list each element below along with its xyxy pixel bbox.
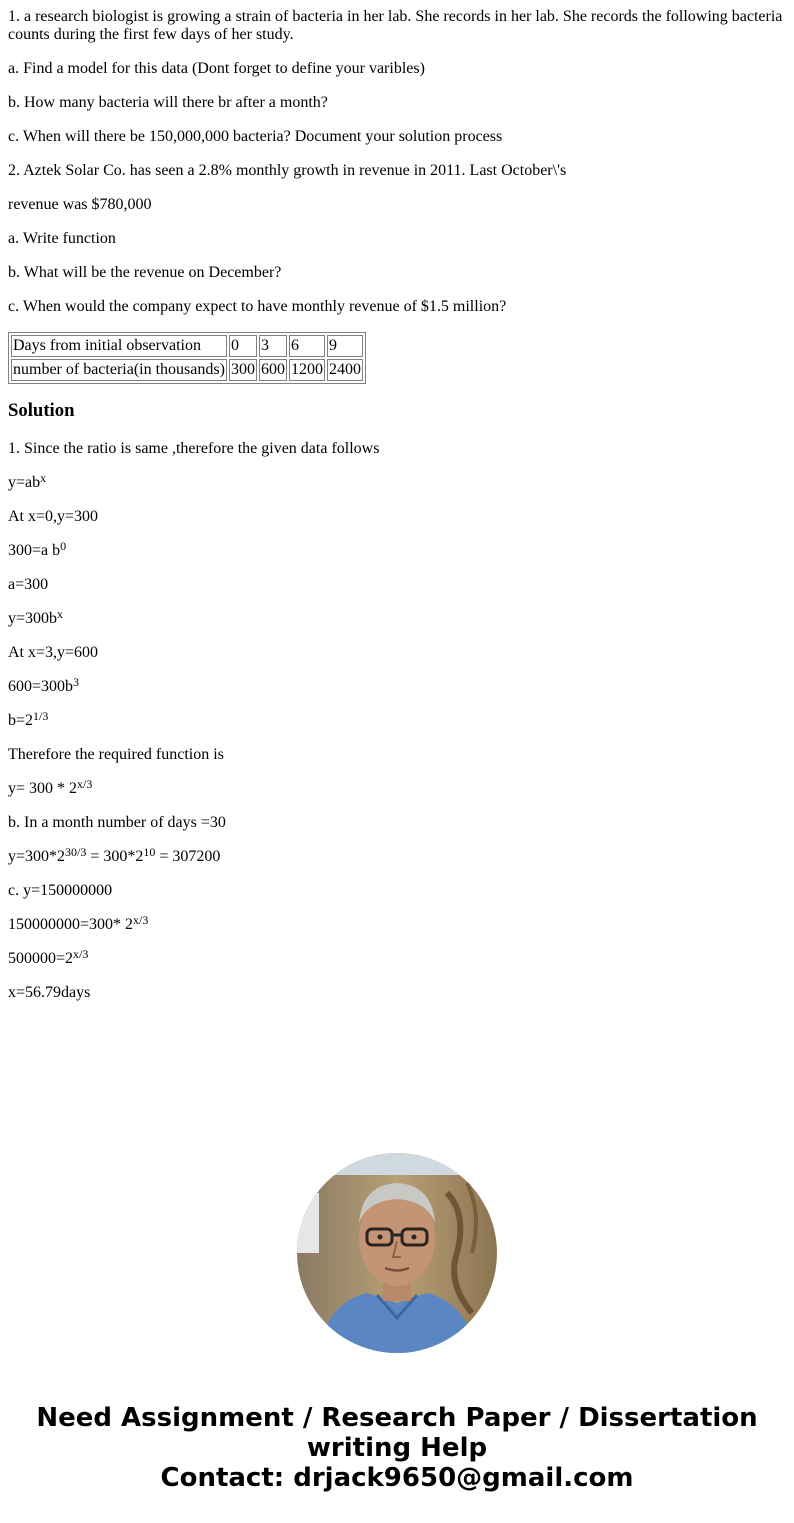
table-row bbox=[11, 359, 363, 381]
question-1a: a. Find a model for this data (Dont forget to define your varibles) bbox=[8, 60, 425, 77]
question-2-revenue: revenue was $780,000 bbox=[8, 196, 152, 213]
equation-text: y=300*2 bbox=[8, 848, 66, 865]
solution-line bbox=[8, 471, 786, 492]
table-cell: 3 bbox=[259, 335, 287, 357]
table-row-label: number of bacteria(in thousands) bbox=[11, 359, 227, 381]
author-avatar bbox=[297, 1153, 497, 1353]
equation-text: b=2 bbox=[8, 712, 34, 729]
equation-text: = 307200 bbox=[155, 848, 221, 865]
banner-line: Need Assignment / Research Paper / Dissertation bbox=[36, 1403, 758, 1433]
exponent: 0 bbox=[60, 539, 67, 553]
solution-line bbox=[8, 845, 786, 866]
exponent: 1/3 bbox=[33, 709, 49, 723]
solution-line: 1. Since the ratio is same ,therefore the given data follows bbox=[8, 440, 380, 457]
solution-line bbox=[8, 539, 786, 560]
question-2-intro: 2. Aztek Solar Co. has seen a 2.8% monthly growth in revenue in 2011. Last October\'s bbox=[8, 162, 567, 179]
banner-contact: Contact: drjack9650@gmail.com bbox=[160, 1463, 634, 1493]
table-cell: 300 bbox=[229, 359, 257, 381]
table-cell: 0 bbox=[229, 335, 257, 357]
solution-line bbox=[8, 913, 786, 934]
exponent: x/3 bbox=[133, 913, 149, 927]
equation-text: = 300*2 bbox=[86, 848, 144, 865]
table-row-label: Days from initial observation bbox=[11, 335, 227, 357]
exponent: x bbox=[57, 607, 64, 621]
solution-line bbox=[8, 607, 786, 628]
solution-line bbox=[8, 675, 786, 696]
equation-text: 600=300b bbox=[8, 678, 74, 695]
equation-text: y= 300 * 2 bbox=[8, 780, 78, 797]
equation-text: 300=a b bbox=[8, 542, 61, 559]
question-1b: b. How many bacteria will there br after a month? bbox=[8, 94, 328, 111]
solution-line: Therefore the required function is bbox=[8, 746, 224, 763]
document-body bbox=[8, 8, 786, 1018]
solution-line: a=300 bbox=[8, 576, 49, 593]
bacteria-data-table bbox=[8, 332, 366, 384]
question-2c: c. When would the company expect to have monthly revenue of $1.5 million? bbox=[8, 298, 507, 315]
question-1-intro: 1. a research biologist is growing a strain of bacteria in her lab. She records in her lab. She records the following bacteria counts during the first few days of her study. bbox=[8, 8, 783, 43]
solution-heading: Solution bbox=[8, 400, 75, 421]
question-2a: a. Write function bbox=[8, 230, 116, 247]
exponent: 30/3 bbox=[65, 845, 87, 859]
solution-line bbox=[8, 947, 786, 968]
question-2b: b. What will be the revenue on December? bbox=[8, 264, 282, 281]
exponent: 3 bbox=[73, 675, 80, 689]
exponent: 10 bbox=[143, 845, 156, 859]
solution-line: b. In a month number of days =30 bbox=[8, 814, 226, 831]
solution-line: x=56.79days bbox=[8, 984, 91, 1001]
promo-banner bbox=[0, 1403, 794, 1493]
solution-line bbox=[8, 709, 786, 730]
avatar-portrait bbox=[297, 1153, 497, 1353]
table-cell: 600 bbox=[259, 359, 287, 381]
table-cell: 6 bbox=[289, 335, 325, 357]
table-row bbox=[11, 335, 363, 357]
solution-line bbox=[8, 777, 786, 798]
exponent: x/3 bbox=[77, 777, 93, 791]
table-cell: 2400 bbox=[327, 359, 363, 381]
banner-line: writing Help bbox=[306, 1433, 488, 1463]
equation-text: 150000000=300* 2 bbox=[8, 916, 134, 933]
solution-line: c. y=150000000 bbox=[8, 882, 113, 899]
solution-line: At x=3,y=600 bbox=[8, 644, 99, 661]
equation-text: y=ab bbox=[8, 474, 41, 491]
table-cell: 9 bbox=[327, 335, 363, 357]
equation-text: y=300b bbox=[8, 610, 58, 627]
question-1c: c. When will there be 150,000,000 bacteria? Document your solution process bbox=[8, 128, 503, 145]
exponent: x bbox=[40, 471, 47, 485]
solution-line: At x=0,y=300 bbox=[8, 508, 99, 525]
equation-text: 500000=2 bbox=[8, 950, 74, 967]
table-cell: 1200 bbox=[289, 359, 325, 381]
exponent: x/3 bbox=[73, 947, 89, 961]
